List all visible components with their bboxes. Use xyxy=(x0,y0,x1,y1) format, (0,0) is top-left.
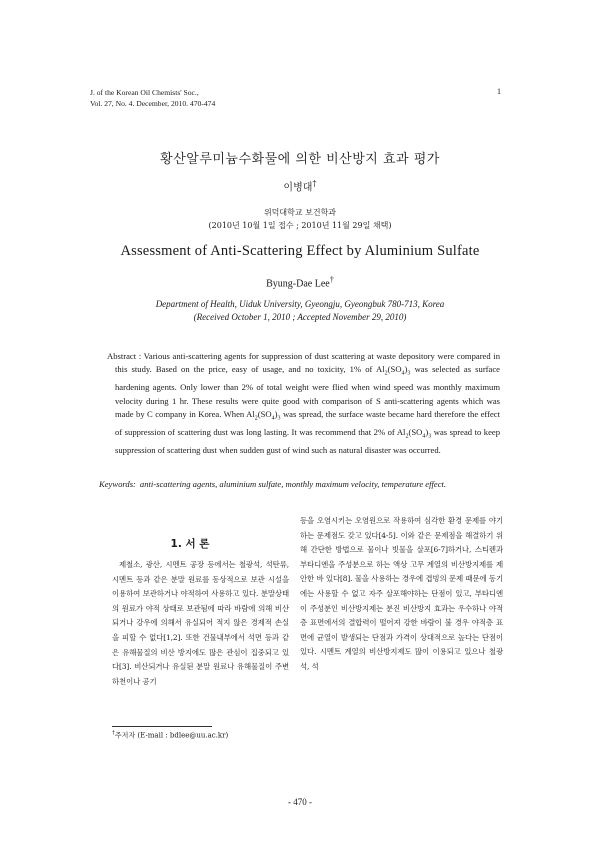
abstract-text-6: ) xyxy=(274,408,278,419)
abstract-sub-6: 3 xyxy=(277,415,281,422)
korean-author xyxy=(0,178,600,193)
abstract-text-4: was selected as surface hardening agents. Only lower than 2% of total weight were flied when wind speed was monthly maximum velocity during 1 hr. These results were quite good with comparison of S anti-scattering agents which was made by C company in Korea. When Al xyxy=(115,364,500,419)
body-paragraph-left: 제철소, 광산, 시멘트 공장 등에서는 철광석, 석탄류, 시멘트 등과 같은 분말 원료를 동상적으로 보관 시설을 이용하여 보관하거나 야적하여 사용하고 있다. 분말상태의 원료가 야적 상태로 보관됨에 따라 바람에 의해 비산되거나 강우에 의해서 유실되어 적지 않은 경제적 손실을 피할 수 없다[1,2]. 또한 건물내부에서 석면 등과 같은 유해물질의 비산 방지에도 많은 관심이 집중되고 있다[3]. 비산되거나 유실된 분말 원료나 유해물질이 주변 하천이나 공기 xyxy=(112,560,289,686)
page-folio: - 470 - xyxy=(288,797,312,807)
abstract-sub-7: 2 xyxy=(405,433,409,440)
footnote-divider xyxy=(112,726,212,727)
journal-volume: Vol. 27, No. 4. December, 2010. 470-474 xyxy=(90,99,216,108)
abstract-text-3: ) xyxy=(404,364,408,375)
korean-author-name: 이병대 xyxy=(283,182,313,194)
section-heading: 1. 서 론 xyxy=(170,538,210,550)
abstract-sub-4: 2 xyxy=(254,415,258,422)
english-title: Assessment of Anti-Scattering Effect by Aluminium Sulfate xyxy=(120,243,480,259)
footnote-mark: † xyxy=(112,730,115,736)
page-number: 1 xyxy=(497,87,501,96)
abstract-text-9: ) xyxy=(425,426,429,437)
body-column-right xyxy=(300,514,503,675)
keywords-text: anti-scattering agents, aluminium sulfate, monthly maximum velocity, temperature effect. xyxy=(139,479,447,489)
english-dates: (Received October 1, 2010 ; Accepted November 29, 2010) xyxy=(193,312,407,322)
abstract-sub-5: 4 xyxy=(271,415,275,422)
abstract xyxy=(107,350,501,457)
abstract-sub-1: 2 xyxy=(384,371,388,378)
abstract-text-10: was spread to keep suppression of scattering dust when sudden gust of wind such as natural disaster was occurred. xyxy=(115,426,501,455)
abstract-text-2: (SO xyxy=(387,364,402,375)
abstract-text-5: (SO xyxy=(257,408,272,419)
journal-name: J. of the Korean Oil Chemists' Soc., xyxy=(90,88,199,97)
english-affiliation-name: Department of Health, Uiduk University, Gyeongju, Gyeongbuk 780-713, Korea xyxy=(155,299,445,309)
korean-title: 황산알루미늄수화물에 의한 비산방지 효과 평가 xyxy=(160,152,440,167)
journal-citation xyxy=(90,87,215,109)
abstract-text-8: (SO xyxy=(408,426,423,437)
keywords xyxy=(99,478,504,491)
korean-affiliation-name: 위덕대학교 보건학과 xyxy=(263,208,337,217)
keywords-label: Keywords: xyxy=(99,479,136,489)
abstract-separator: : xyxy=(136,351,144,361)
english-affiliation xyxy=(0,298,600,324)
abstract-sub-8: 4 xyxy=(422,433,426,440)
abstract-sub-9: 3 xyxy=(428,433,432,440)
english-author-name: Byung-Dae Lee xyxy=(266,278,330,290)
footnote xyxy=(112,730,228,740)
author-dagger-mark: † xyxy=(312,178,317,188)
abstract-sub-2: 4 xyxy=(401,371,405,378)
korean-affiliation xyxy=(0,206,600,232)
english-author-dagger-mark: † xyxy=(329,275,334,284)
footnote-text: 주저자 (E-mail : bdlee@uu.ac.kr) xyxy=(114,731,229,740)
abstract-text-1: Various anti-scattering agents for suppression of dust scattering at waste depository were compared in this study. Based on the price, easy of usage, and no toxicity, 1% of Al xyxy=(115,351,500,375)
body-paragraph-right: 등을 오염시키는 오염원으로 작용하여 심각한 환경 문제를 야기하는 문제점도 갖고 있다[4-5]. 이와 같은 문제점을 해결하기 위해 간단한 방법으로 물이나 빗물을 살포[6-7]하거나, 스티렌과 부타디엔을 주성분으로 하는 액상 고무 계열의 비산방지제를 제안한 바 있다[8]. 물을 사용하는 경우에 겹빙의 문제 때문에 동기에는 사용할 수 없고 자주 살포해야하는 단점이 있고, 부타디엔이 주성분인 비산방지제는 분진 비산방지 효과는 우수하나 야적층 표면에서의 결합력이 떨어져 강한 바람이 불 경우 야적층 표면에 균열이 발생되는 단점과 가격이 상대적으로 높다는 단점이 있다. 시멘트 계열의 비산방지제도 많이 이용되고 있으나 철광석, 석 xyxy=(300,516,503,671)
english-author xyxy=(0,275,600,289)
abstract-sub-3: 3 xyxy=(407,371,411,378)
abstract-label: Abstract xyxy=(107,351,137,361)
korean-dates: (2010년 10월 1일 접수 ; 2010년 11월 29일 채택) xyxy=(208,221,392,230)
abstract-text-7: was spread, the surface waste became hard therefore the effect of suppression of scattering dust was long lasting. It was recommend that 2% of Al xyxy=(115,408,500,437)
body-column-left xyxy=(112,558,289,689)
